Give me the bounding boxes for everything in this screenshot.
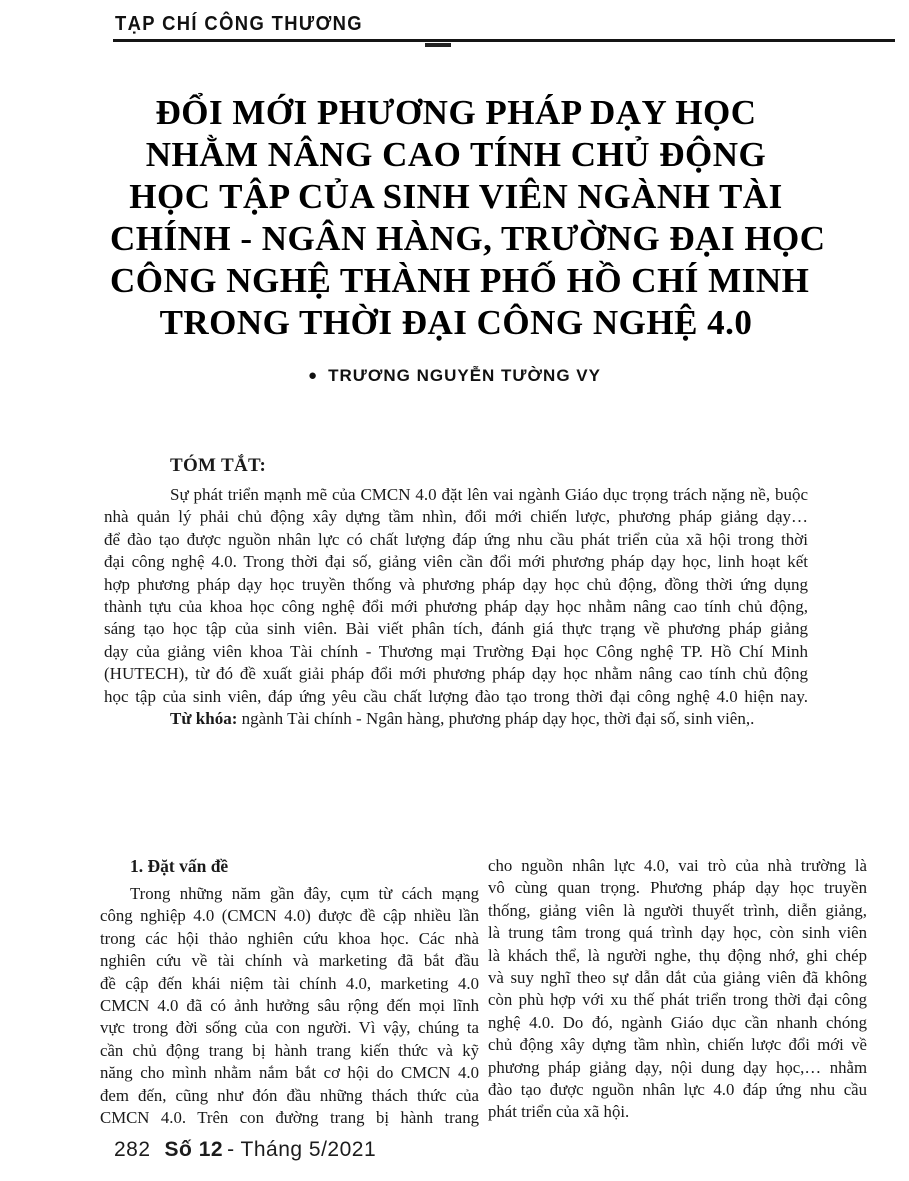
body-line: đào tạo được nguồn nhân lực 4.0 đáp ứng nhu cầu	[488, 1080, 867, 1100]
article-title-line: TRONG THỜI ĐẠI CÔNG NGHỆ 4.0	[159, 303, 753, 342]
body-line: đem đến, cũng như đón đầu những thách thức của	[100, 1085, 479, 1105]
abstract-line: Sự phát triển mạnh mẽ của CMCN 4.0 đặt lên vai ngành Giáo dục trọng trách nặng nề, buộc	[170, 485, 808, 504]
abstract-line: nhà quản lý phải chủ động xây dựng tầm nhìn, đổi mới chiến lược, phương pháp giảng dạy…	[104, 507, 808, 527]
journal-header-title: TẠP CHÍ CÔNG THƯƠNG	[115, 13, 364, 35]
article-title	[110, 92, 826, 344]
abstract-line: sáng tạo học tập của sinh viên. Bài viết phân tích, đánh giá thực trạng về phương pháp giảng	[104, 619, 808, 639]
body-line: vực trong đời sống của con người. Vì vậy, chúng ta	[100, 1018, 479, 1038]
body-line: là khách thể, là người nghe, thụ động nhớ, ghi chép	[488, 945, 867, 965]
footer-date: - Tháng 5/2021	[227, 1138, 377, 1161]
abstract-line: dạy của giảng viên khoa Tài chính - Thương mại Trường Đại học Công nghệ TP. Hồ Chí Minh	[104, 641, 808, 661]
body-line: vô cùng quan trọng. Phương pháp dạy học truyền	[488, 878, 867, 898]
header-rule	[113, 39, 895, 42]
abstract-section	[104, 455, 808, 730]
article-title-line: HỌC TẬP CỦA SINH VIÊN NGÀNH TÀI	[129, 177, 783, 216]
abstract-line: học tập của sinh viên, đáp ứng yêu cầu chất lượng đào tạo trong thời đại công nghệ 4.0 hiện nay.	[104, 686, 808, 706]
body-line: là trung tâm trong quá trình dạy học, còn sinh viên	[488, 923, 867, 943]
abstract-lines	[104, 484, 808, 708]
keywords-label: Từ khóa:	[170, 709, 238, 729]
body-line: nghệ 4.0. Do đó, ngành Giáo dục cần nhanh chóng	[488, 1012, 867, 1032]
author-bullet-icon: ●	[308, 367, 319, 384]
body-line: công nghiệp 4.0 (CMCN 4.0) được đề cập nhiều lần	[100, 906, 479, 926]
body-line: trong các hội thảo nghiên cứu khoa học. Các nhà	[100, 928, 479, 948]
body-line: nghiên cứu về tài chính và marketing đã bắt đầu	[100, 951, 479, 971]
body-right-column	[488, 855, 867, 1124]
body-line: cho nguồn nhân lực 4.0, vai trò của nhà trường là	[488, 856, 867, 875]
abstract-line: để đào tạo được nguồn nhân lực có chất lượng đáp ứng nhu cầu phát triển của xã hội trong thời	[104, 529, 808, 549]
header-rule-scan-artifact	[425, 43, 451, 47]
page-footer	[114, 1138, 376, 1162]
body-line: Trong những năm gần đây, cụm từ cách mạng	[130, 884, 479, 903]
abstract-line: (HUTECH), từ đó đề xuất giải pháp đổi mới phương pháp dạy học nhằm nâng cao tính chủ động	[104, 664, 808, 684]
footer-issue: Số 12	[164, 1138, 224, 1161]
body-line: thống, giảng viên là người thuyết trình, diễn giảng,	[488, 900, 867, 920]
body-left-column	[100, 855, 479, 1129]
article-title-line: NHẰM NÂNG CAO TÍNH CHỦ ĐỘNG	[145, 135, 767, 174]
body-line: và suy nghĩ theo sự dẫn dắt của giảng viên đã không	[488, 968, 867, 988]
right-column-lines	[488, 855, 867, 1124]
footer-page-number: 282	[114, 1138, 151, 1161]
body-line: đề cập đến khái niệm tài chính 4.0, marketing 4.0	[100, 973, 479, 993]
abstract-line: đại công nghệ 4.0. Trong thời đại số, giảng viên cần đổi mới phương pháp dạy học, linh hoạt kết	[104, 552, 808, 572]
body-line: chủ động xây dựng tầm nhìn, chiến lược đổi mới về	[488, 1035, 867, 1055]
body-line: năng cho mình nhằm nắm bắt cơ hội do CMCN 4.0	[100, 1063, 479, 1083]
body-line: cần chủ động trang bị hành trang kiến thức và kỹ	[100, 1040, 479, 1060]
abstract-line: hợp phương pháp dạy học truyền thống và phương pháp dạy học chủ động, đồng thời ứng dụng	[104, 574, 808, 594]
article-title-line: ĐỔI MỚI PHƯƠNG PHÁP DẠY HỌC	[155, 93, 757, 132]
author-row	[0, 366, 909, 386]
author-name: TRƯƠNG NGUYỄN TƯỜNG VY	[328, 366, 601, 385]
article-title-line: CÔNG NGHỆ THÀNH PHỐ HỒ CHÍ MINH	[110, 261, 810, 300]
body-line: CMCN 4.0. Trên con đường trang bị hành trang	[100, 1108, 479, 1128]
abstract-heading: TÓM TẮT:	[170, 455, 267, 476]
body-line: còn phù hợp với xu thế phát triển trong thời đại công	[488, 990, 867, 1010]
keywords-text: ngành Tài chính - Ngân hàng, phương pháp dạy học, thời đại số, sinh viên,.	[237, 709, 755, 729]
body-line: phương pháp giảng dạy, nội dung dạy học,… nhằm	[488, 1057, 867, 1077]
left-column-lines	[100, 883, 479, 1129]
body-line: phát triển của xã hội.	[488, 1102, 630, 1122]
body-line: CMCN 4.0 đã có ảnh hưởng sâu rộng đến mọi lĩnh	[100, 996, 479, 1016]
section-heading: 1. Đặt vấn đề	[130, 856, 229, 876]
keywords-line	[104, 708, 808, 730]
abstract-line: thành tựu của khoa học công nghệ đổi mới phương pháp dạy học nhằm nâng cao tính chủ động,	[104, 597, 808, 617]
article-title-line: CHÍNH - NGÂN HÀNG, TRƯỜNG ĐẠI HỌC	[110, 219, 826, 258]
